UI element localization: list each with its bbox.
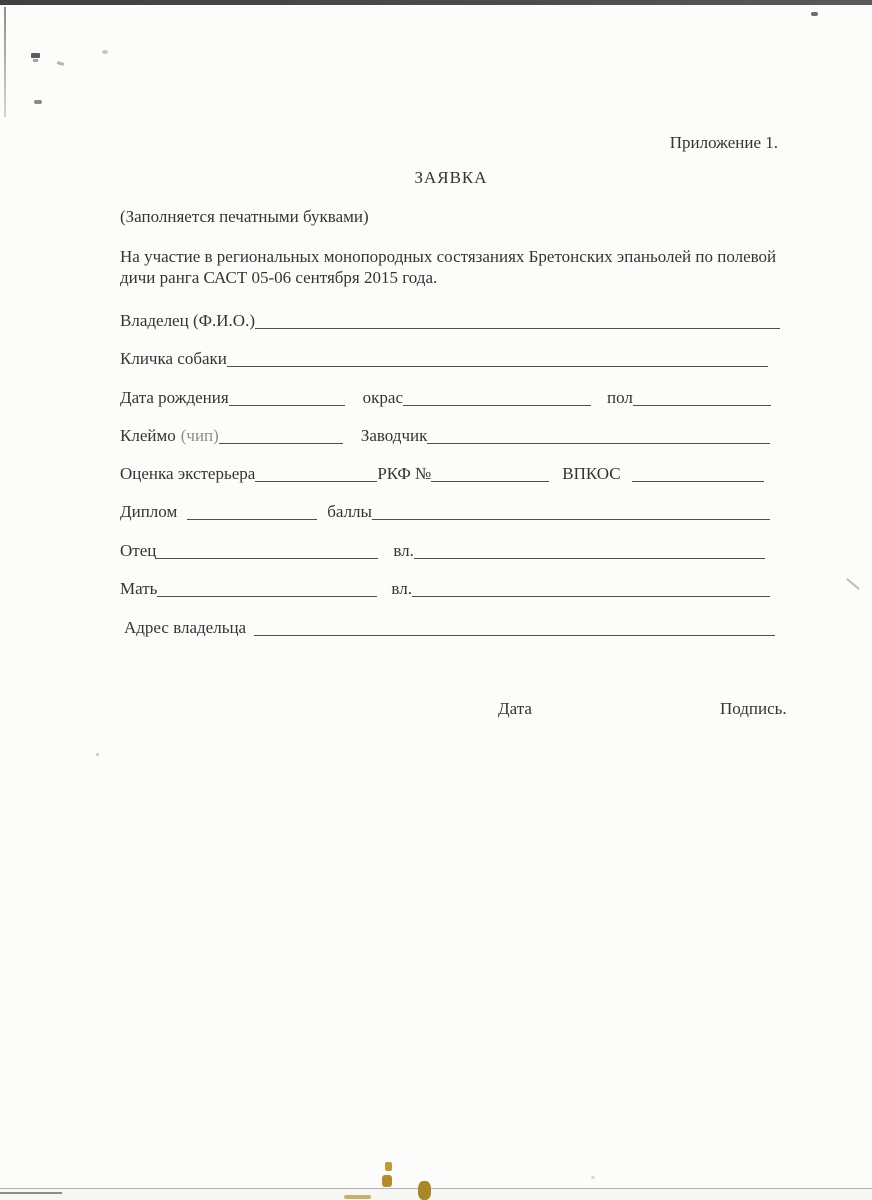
scan-edge-left-line [4,7,6,117]
dam-label: Мать [120,579,158,598]
scan-stain [382,1175,392,1187]
exterior-score-blank-line [255,467,377,482]
diploma-label: Диплом [120,502,178,521]
scan-stain [344,1195,371,1199]
scan-bottom-edge-segment [0,1192,62,1194]
dam-row [120,578,770,600]
scan-speck [33,59,38,62]
scan-stain [385,1162,392,1171]
scan-scratch-mark [846,578,860,590]
sex-blank-line [633,391,771,406]
scan-speck [811,12,818,16]
tattoo-blank-line [219,429,343,444]
scan-speck [57,61,65,66]
chip-label: (чип) [180,426,219,445]
dog-name-blank-line [227,352,768,367]
scan-speck [96,753,99,756]
tattoo-label: Клеймо [120,426,176,445]
appendix-label: Приложение 1. [669,133,778,152]
scan-speck [34,100,42,104]
points-blank-line [372,505,770,520]
exterior-rkf-vpkos-row [120,463,764,485]
vpkos-label: ВПКОС [562,464,621,483]
dog-name-label: Кличка собаки [120,349,227,368]
birth-date-label: Дата рождения [120,388,229,407]
sire-owner-blank-line [414,544,765,559]
date-label: Дата [498,699,532,718]
form-title: ЗАЯВКА [414,168,488,187]
coat-color-label: окрас [362,388,404,407]
sire-label: Отец [120,541,157,560]
sire-owner-label: вл. [393,541,414,560]
owner-address-label: Адрес владельца [124,618,247,637]
diploma-points-row [120,501,770,523]
scan-bottom-page-edge-line [0,1188,872,1189]
owner-name-row [120,310,780,332]
scan-speck [591,1176,595,1179]
diploma-blank-line [187,505,317,520]
exterior-score-label: Оценка экстерьера [120,464,256,483]
dam-owner-label: вл. [391,579,412,598]
scan-speck [102,50,108,54]
owner-address-row [124,617,775,639]
scan-stain [418,1181,431,1200]
event-description: На участие в региональных монопородных состязаниях Бретонских эпаньолей по полевой дичи ранга САСТ 05-06 сентября 2015 года. [120,247,777,287]
birth-coat-sex-row [120,387,771,409]
rkf-number-label: РКФ № [377,464,432,483]
points-label: баллы [327,502,372,521]
tattoo-breeder-row [120,425,770,447]
sex-label: пол [607,388,633,407]
rkf-number-blank-line [431,467,549,482]
dog-name-row [120,348,768,370]
birth-date-blank-line [229,391,345,406]
sire-row [120,540,765,562]
coat-color-blank-line [403,391,591,406]
scan-bottom-strip [0,1189,872,1200]
form-title-wrap [120,168,782,188]
signature-label: Подпись. [720,699,787,718]
dam-blank-line [157,582,377,597]
vpkos-blank-line [632,467,764,482]
scan-speck [31,53,40,58]
owner-name-label: Владелец (Ф.И.О.) [120,311,255,330]
scan-edge-top-bar [0,0,872,5]
owner-name-blank-line [255,314,780,329]
sire-blank-line [156,544,378,559]
dam-owner-blank-line [412,582,770,597]
owner-address-blank-line [254,621,775,636]
fill-instruction: (Заполняется печатными буквами) [120,207,369,226]
breeder-label: Заводчик [360,426,428,445]
breeder-blank-line [427,429,770,444]
